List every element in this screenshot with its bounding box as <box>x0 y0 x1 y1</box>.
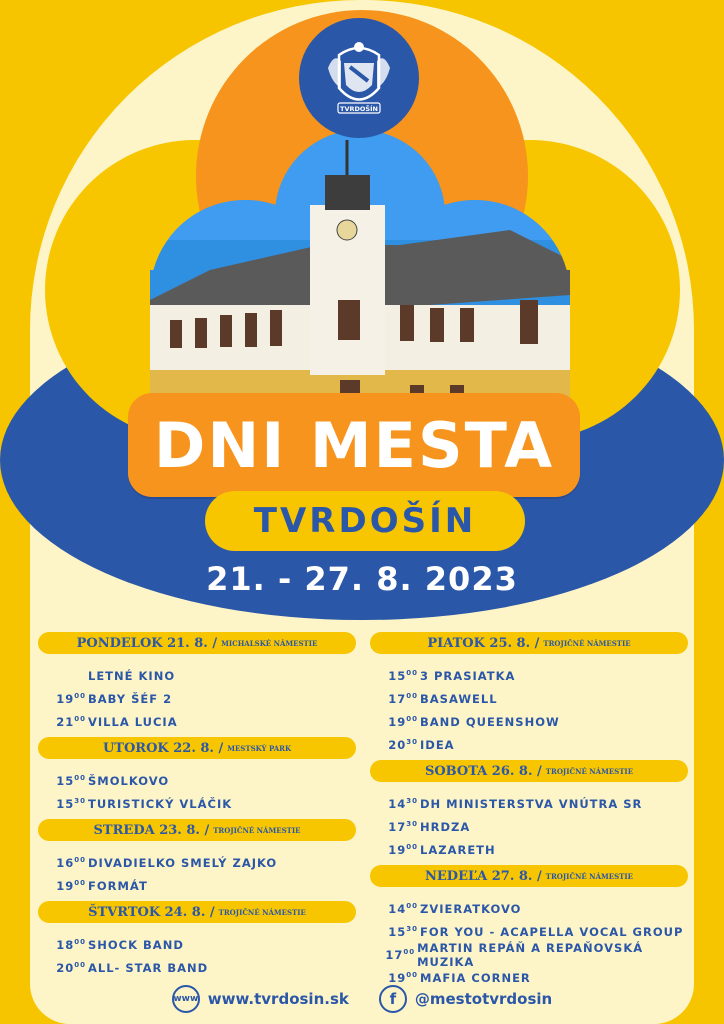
event-minute: 00 <box>406 842 418 851</box>
event-row <box>370 664 688 687</box>
event-row <box>38 874 356 897</box>
website[interactable] <box>172 985 349 1013</box>
day-name: PONDELOK 21. 8. / <box>76 635 218 651</box>
event-name: VILLA LUCIA <box>88 714 178 729</box>
event-hour: 17 <box>385 947 404 962</box>
event-minute: 00 <box>406 668 418 677</box>
event-row <box>38 851 356 874</box>
facebook-icon: f <box>379 985 407 1013</box>
event-time <box>38 879 86 893</box>
event-hour: 19 <box>388 970 407 985</box>
event-minute: 30 <box>406 819 418 828</box>
event-row <box>370 815 688 838</box>
day-location: MESTSKÝ PARK <box>227 743 292 753</box>
event-title: DNI MESTA <box>153 408 555 482</box>
event-hour: 14 <box>388 901 407 916</box>
event-name: BASAWELL <box>420 691 498 706</box>
event-hour: 18 <box>56 937 75 952</box>
event-hour: 16 <box>56 855 75 870</box>
event-row <box>370 733 688 756</box>
event-row <box>38 956 356 979</box>
event-name: ZVIERATKOVO <box>420 901 522 916</box>
event-minute: 00 <box>74 714 86 723</box>
event-hour: 20 <box>388 737 407 752</box>
social[interactable] <box>379 985 552 1013</box>
event-time <box>370 925 418 939</box>
event-minute: 00 <box>406 970 418 979</box>
event-minute: 30 <box>74 796 86 805</box>
event-time <box>370 843 418 857</box>
event-minute: 30 <box>406 737 418 746</box>
event-row <box>370 940 688 969</box>
event-hour: 20 <box>56 960 75 975</box>
event-minute: 00 <box>74 937 86 946</box>
event-hour: 15 <box>388 668 407 683</box>
event-row <box>370 838 688 861</box>
event-row <box>38 687 356 710</box>
event-hour: 19 <box>388 842 407 857</box>
town-hall-photo <box>150 120 570 420</box>
town-name: TVRDOŠÍN <box>253 501 477 541</box>
day-name: STREDA 23. 8. / <box>93 822 210 838</box>
event-hour: 17 <box>388 691 407 706</box>
event-time <box>38 797 86 811</box>
town-crest <box>299 18 419 138</box>
social-handle[interactable]: @mestotvrdosin <box>414 990 553 1008</box>
event-minute: 00 <box>74 773 86 782</box>
day-name: SOBOTA 26. 8. / <box>424 763 542 779</box>
event-hour: 15 <box>388 924 407 939</box>
day-header <box>38 819 356 841</box>
event-hour: 21 <box>56 714 75 729</box>
day-location: MICHALSKÉ NÁMESTIE <box>221 638 318 648</box>
day-header <box>370 632 688 654</box>
event-minute: 00 <box>74 855 86 864</box>
day-header <box>38 901 356 923</box>
event-row <box>370 897 688 920</box>
event-name: SHOCK BAND <box>88 937 184 952</box>
event-time <box>38 938 86 952</box>
event-date: 21. - 27. 8. 2023 <box>206 560 518 598</box>
event-time <box>38 856 86 870</box>
day-location: TROJIČNÉ NÁMESTIE <box>545 871 633 881</box>
schedule-right <box>370 632 688 993</box>
day-location: TROJIČNÉ NÁMESTIE <box>213 825 301 835</box>
day-header <box>38 737 356 759</box>
event-name: ALL- STAR BAND <box>88 960 209 975</box>
footer <box>0 982 724 1016</box>
crest-icon <box>314 33 404 123</box>
event-name: DIVADIELKO SMELÝ ZAJKO <box>88 855 278 870</box>
day-header <box>370 760 688 782</box>
event-time <box>370 902 418 916</box>
event-name: FORMÁT <box>88 878 148 893</box>
event-hour: 15 <box>56 796 75 811</box>
event-minute: 00 <box>406 901 418 910</box>
event-time <box>38 774 86 788</box>
event-time <box>370 797 418 811</box>
day-header <box>38 632 356 654</box>
event-name: LAZARETH <box>420 842 496 857</box>
event-hour: 19 <box>56 878 75 893</box>
event-time <box>370 669 418 683</box>
event-hour: 19 <box>388 714 407 729</box>
event-name: BABY ŠÉF 2 <box>88 691 173 706</box>
event-name: DH MINISTERSTVA VNÚTRA SR <box>420 796 643 811</box>
event-row <box>370 710 688 733</box>
event-name: ŠMOLKOVO <box>88 773 170 788</box>
event-hour: 17 <box>388 819 407 834</box>
day-name: PIATOK 25. 8. / <box>427 635 540 651</box>
day-name: ŠTVRTOK 24. 8. / <box>88 904 215 920</box>
subtitle-box <box>205 491 525 551</box>
event-row <box>370 687 688 710</box>
event-name: FOR YOU - ACAPELLA VOCAL GROUP <box>420 924 684 939</box>
event-name: BAND QUEENSHOW <box>420 714 560 729</box>
event-time <box>370 738 418 752</box>
event-minute: 00 <box>406 691 418 700</box>
day-location: TROJIČNÉ NÁMESTIE <box>543 638 631 648</box>
event-name: TURISTICKÝ VLÁČIK <box>88 796 233 811</box>
event-time <box>38 715 86 729</box>
event-hour: 15 <box>56 773 75 788</box>
event-time <box>370 692 418 706</box>
event-minute: 30 <box>406 796 418 805</box>
event-minute: 00 <box>74 960 86 969</box>
event-row <box>38 664 356 687</box>
event-time <box>370 948 415 962</box>
day-name: NEDEĽA 27. 8. / <box>425 868 542 884</box>
web-icon: www <box>172 985 200 1013</box>
day-header <box>370 865 688 887</box>
day-name: UTOROK 22. 8. / <box>102 740 224 756</box>
event-name: HRDZA <box>420 819 471 834</box>
day-location: TROJIČNÉ NÁMESTIE <box>545 766 634 776</box>
event-row <box>38 710 356 733</box>
event-minute: 00 <box>74 878 86 887</box>
event-minute: 00 <box>74 691 86 700</box>
event-name: LETNÉ KINO <box>88 668 176 683</box>
event-minute: 00 <box>406 714 418 723</box>
event-row <box>370 792 688 815</box>
event-row <box>38 933 356 956</box>
event-time <box>370 820 418 834</box>
event-name: 3 PRASIATKA <box>420 668 516 683</box>
event-hour: 14 <box>388 796 407 811</box>
title-box <box>128 393 580 497</box>
event-name: IDEA <box>420 737 455 752</box>
event-time <box>38 961 86 975</box>
crest-label: TVRDOŠÍN <box>340 105 378 113</box>
event-minute: 00 <box>403 947 416 956</box>
day-location: TROJIČNÉ NÁMESTIE <box>218 907 306 917</box>
event-name: MARTIN REPÁŇ A REPAŇOVSKÁ MUZIKA <box>417 940 644 969</box>
event-minute: 30 <box>406 924 418 933</box>
event-name: MAFIA CORNER <box>420 970 531 985</box>
event-time <box>38 692 86 706</box>
event-time <box>370 715 418 729</box>
website-link[interactable]: www.tvrdosin.sk <box>207 990 349 1008</box>
event-row <box>38 769 356 792</box>
event-hour: 19 <box>56 691 75 706</box>
schedule-left <box>38 632 356 983</box>
event-row <box>38 792 356 815</box>
